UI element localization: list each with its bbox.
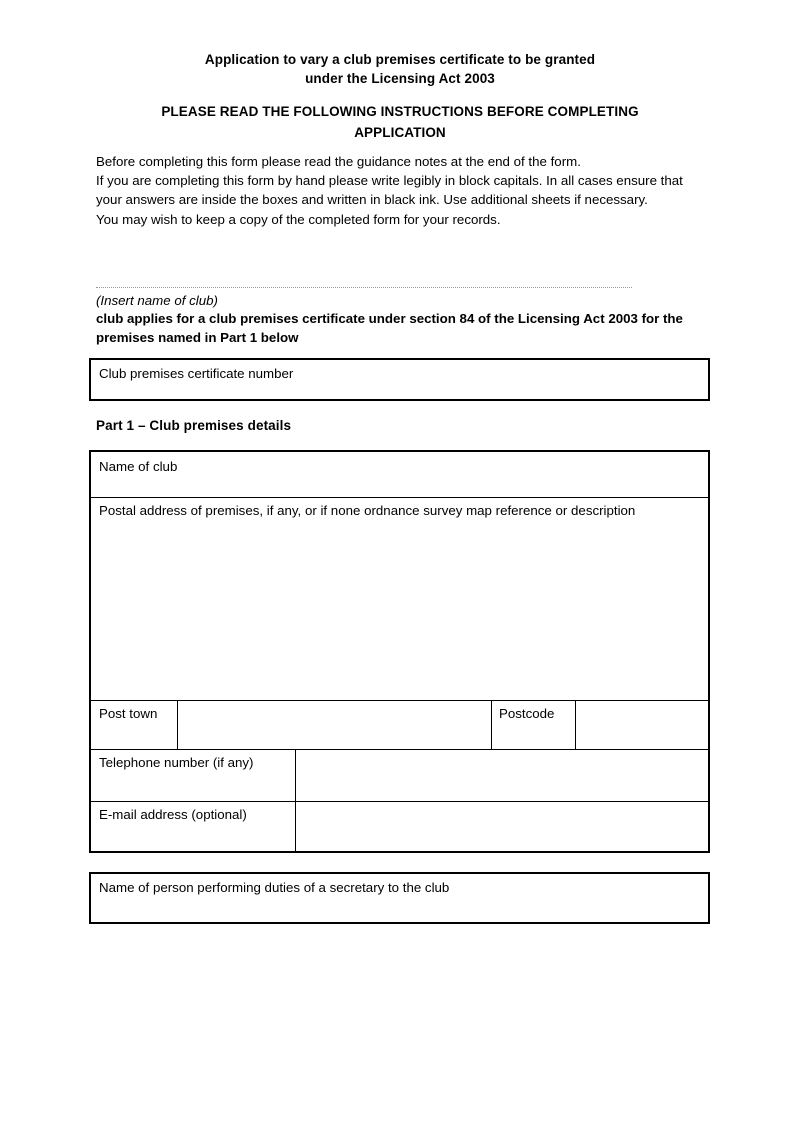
postcode-label: Postcode — [499, 706, 555, 721]
club-premises-details-table — [89, 450, 710, 853]
instructions-line-2: If you are completing this form by hand please write legibly in block capitals. In all cases ensure that your answers are inside the boxes and written in black ink. Use additional sheets if necessary. — [96, 173, 683, 208]
instructions-heading-line-1: PLEASE READ THE FOLLOWING INSTRUCTIONS BEFORE COMPLETING — [161, 104, 639, 119]
insert-club-name-hint: (Insert name of club) — [96, 293, 218, 308]
email-address-input[interactable] — [296, 802, 706, 851]
instructions-line-3: You may wish to keep a copy of the completed form for your records. — [96, 211, 501, 227]
secretary-name-field[interactable] — [89, 872, 710, 924]
instructions-paragraph — [96, 152, 696, 229]
instructions-heading — [90, 101, 710, 143]
postal-address-label: Postal address of premises, if any, or if none ordnance survey map reference or description — [99, 503, 636, 518]
document-title-line-2: under the Licensing Act 2003 — [305, 71, 495, 86]
name-of-club-input[interactable] — [93, 452, 706, 497]
col-divider-postcode-label — [491, 700, 492, 749]
postal-address-input[interactable] — [93, 498, 706, 700]
telephone-number-label: Telephone number (if any) — [99, 755, 254, 770]
club-premises-certificate-number-field[interactable] — [89, 358, 710, 401]
post-town-input[interactable] — [178, 701, 491, 749]
instructions-line-1: Before completing this form please read the guidance notes at the end of the form. — [96, 154, 581, 169]
club-premises-certificate-number-label: Club premises certificate number — [99, 366, 294, 381]
club-name-dotted-rule — [96, 287, 632, 288]
document-title-line-1: Application to vary a club premises certificate to be granted — [204, 52, 596, 67]
telephone-number-input[interactable] — [296, 750, 706, 801]
name-of-club-label: Name of club — [99, 459, 178, 474]
part-1-heading: Part 1 – Club premises details — [96, 418, 292, 433]
email-address-label: E-mail address (optional) — [99, 807, 247, 822]
document-title — [90, 50, 710, 88]
instructions-heading-line-2: APPLICATION — [354, 125, 446, 140]
postcode-input[interactable] — [576, 701, 706, 749]
secretary-name-label: Name of person performing duties of a secretary to the club — [99, 880, 450, 895]
post-town-label: Post town — [99, 706, 158, 721]
applies-statement: club applies for a club premises certificate under section 84 of the Licensing Act 2003 for the premises named in Part 1 below — [96, 311, 683, 345]
